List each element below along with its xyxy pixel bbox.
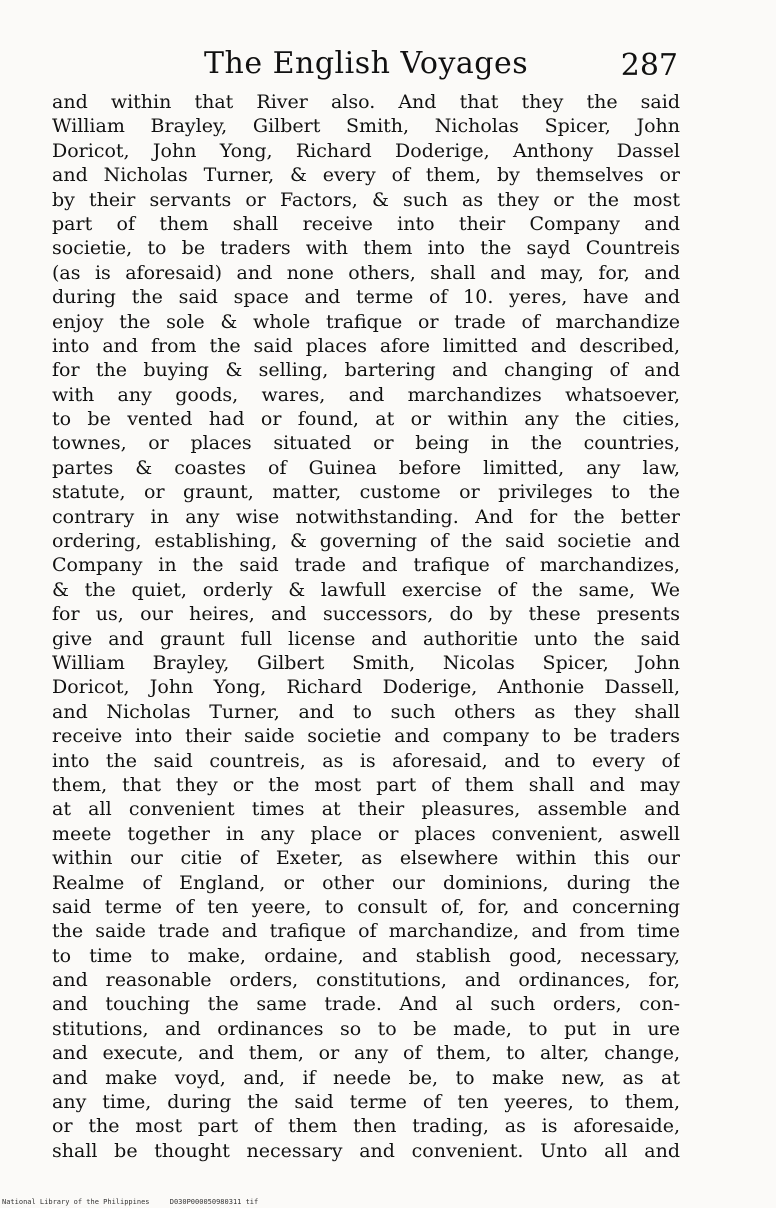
library-label: National Library of the Philippines: [2, 1198, 150, 1206]
text-line: and within that River also. And that they the said: [52, 91, 680, 113]
text-line: and make voyd, and, if neede be, to make new, as at: [52, 1066, 680, 1089]
text-line: and reasonable orders, constitutions, and ordinances, for,: [52, 969, 680, 992]
text-line: and execute, and them, or any of them, to alter, change,: [52, 1042, 680, 1065]
text-line: meete together in any place or places convenient, aswell: [52, 822, 680, 845]
text-line: for the buying & selling, bartering and changing of and: [52, 359, 680, 382]
text-line: said terme of ten yeere, to consult of, for, and concerning: [52, 895, 680, 918]
text-line: with any goods, wares, and marchandizes whatsoever,: [52, 383, 680, 406]
text-line: the saide trade and trafique of marchandize, and from time: [52, 920, 680, 943]
text-line: stitutions, and ordinances so to be made, to put in ure: [52, 1017, 680, 1040]
text-line: ordering, establishing, & governing of the said societie and: [52, 530, 680, 553]
file-id: D030P000050980311 tif: [169, 1198, 259, 1206]
text-line: societie, to be traders with them into the sayd Countreis: [52, 237, 680, 260]
text-line: William Brayley, Gilbert Smith, Nicholas Spicer, John: [52, 115, 680, 138]
text-line: and Nicholas Turner, & every of them, by themselves or: [52, 164, 680, 187]
text-line: statute, or graunt, matter, custome or privileges to the: [52, 481, 680, 504]
text-line: them, that they or the most part of them shall and may: [52, 773, 680, 796]
text-line: any time, during the said terme of ten yeeres, to them,: [52, 1091, 680, 1114]
text-line: at all convenient times at their pleasures, assemble and: [52, 798, 680, 821]
text-line: and Nicholas Turner, and to such others as they shall: [52, 700, 680, 723]
text-line: by their servants or Factors, & such as they or the most: [52, 188, 680, 211]
text-line: townes, or places situated or being in the countries,: [52, 432, 680, 455]
text-line: within our citie of Exeter, as elsewhere within this our: [52, 847, 680, 870]
text-line: into the said countreis, as is aforesaid, and to every of: [52, 749, 680, 772]
text-line: Doricot, John Yong, Richard Doderige, Anthony Dassel: [52, 139, 680, 162]
text-line: during the said space and terme of 10. yeres, have and: [52, 286, 680, 309]
page-header: [52, 40, 680, 90]
page-number: 287: [620, 48, 678, 83]
text-line: or the most part of them then trading, as is aforesaide,: [52, 1115, 680, 1138]
text-line: partes & coastes of Guinea before limitted, any law,: [52, 456, 680, 479]
text-line: for us, our heires, and successors, do by these presents: [52, 603, 680, 626]
text-line: enjoy the sole & whole trafique or trade of marchandize: [52, 310, 680, 333]
text-line: Company in the said trade and trafique of marchandizes,: [52, 554, 680, 577]
text-line: to be vented had or found, at or within any the cities,: [52, 408, 680, 431]
running-title: The English Voyages: [204, 46, 529, 81]
body-text: [52, 90, 680, 1163]
text-line: & the quiet, orderly & lawfull exercise of the same, We: [52, 578, 680, 601]
text-line: to time to make, ordaine, and stablish good, necessary,: [52, 944, 680, 967]
text-line: Realme of England, or other our dominions, during the: [52, 871, 680, 894]
text-line: contrary in any wise notwithstanding. And for the better: [52, 505, 680, 528]
text-line: Doricot, John Yong, Richard Doderige, Anthonie Dassell,: [52, 676, 680, 699]
text-line: shall be thought necessary and convenient. Unto all and: [52, 1139, 680, 1162]
text-line: give and graunt full license and authoritie unto the said: [52, 627, 680, 650]
text-line: William Brayley, Gilbert Smith, Nicolas Spicer, John: [52, 651, 680, 674]
text-line: part of them shall receive into their Company and: [52, 212, 680, 235]
text-line: and touching the same trade. And al such orders, con-: [52, 993, 680, 1016]
text-line: (as is aforesaid) and none others, shall and may, for, and: [52, 261, 680, 284]
text-line: into and from the said places afore limitted and described,: [52, 334, 680, 357]
scan-footer: [2, 1198, 258, 1206]
text-line: receive into their saide societie and company to be traders: [52, 725, 680, 748]
